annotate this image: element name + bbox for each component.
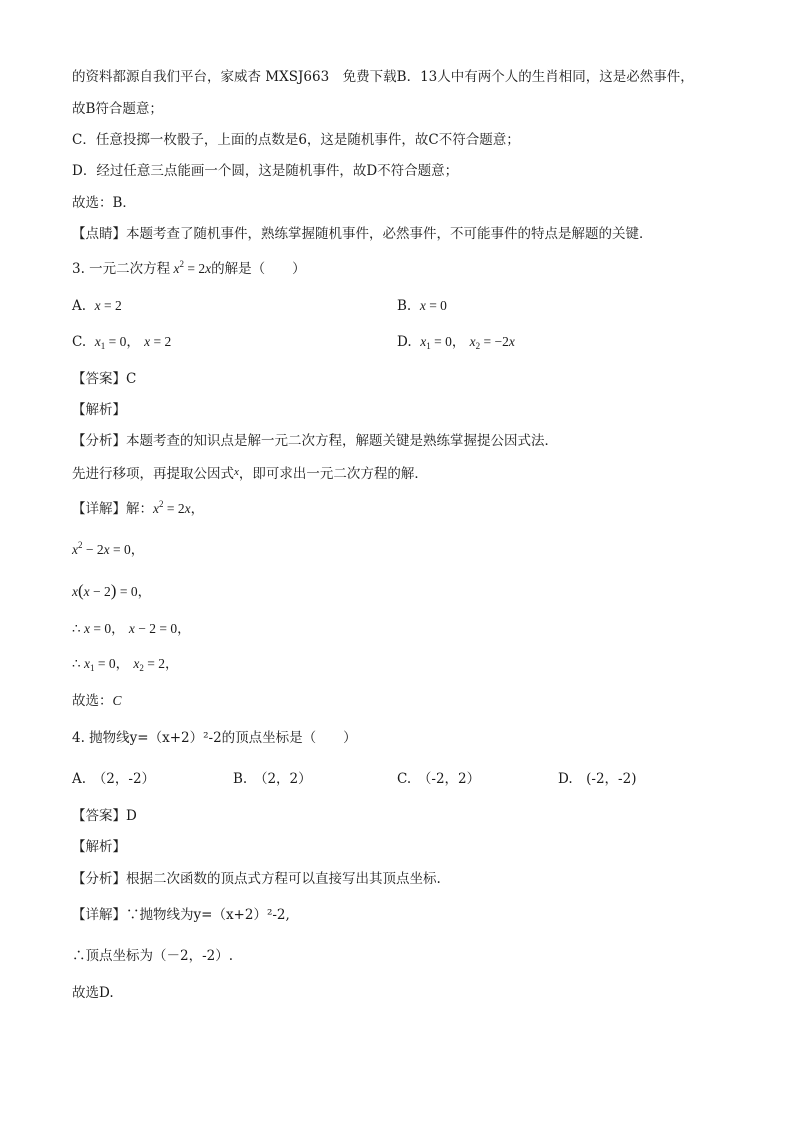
analysis-heading: 【解析】: [72, 839, 126, 855]
option-a: A. x = 2: [72, 298, 122, 314]
solution-line: ∴ x = 0， x − 2 = 0，: [72, 621, 191, 637]
text-line: 【点睛】本题考查了随机事件，熟练掌握随机事件，必然事件，不可能事件的特点是解题的关键．: [72, 226, 653, 242]
option-a: A. （2，-2）: [72, 771, 156, 787]
option-b: B. x = 0: [397, 298, 447, 314]
text-line: 故选：B．: [72, 195, 136, 211]
equation: $x^2 = 2x$: [170, 259, 212, 276]
question-3-prefix: 3. 一元二次方程: [72, 261, 171, 277]
analysis-text: 【分析】本题考查的知识点是解一元二次方程，解题关键是熟练掌握提公因式法．: [72, 433, 558, 449]
analysis-text: 【分析】根据二次函数的顶点式方程可以直接写出其顶点坐标.: [72, 871, 441, 887]
answer: 【答案】C: [72, 371, 137, 387]
option-c: C. $x_1 = 0$， x = 2: [72, 334, 172, 351]
analysis-text-2: 先进行移项，再提取公因式$^x$，即可求出一元二次方程的解．: [72, 466, 428, 482]
option-b: B. （2，2）: [233, 771, 312, 787]
solution-line: ∴顶点坐标为（－2，-2）.: [72, 948, 234, 964]
solution-line: 【详解】解：$x^2 = 2x$，: [72, 499, 205, 517]
answer: 【答案】D: [72, 808, 137, 824]
conclusion: 故选：C: [72, 693, 122, 709]
text-line: D．经过任意三点能画一个圆，这是随机事件，故D不符合题意；: [72, 163, 459, 179]
option-c: C. （-2，2）: [397, 771, 481, 787]
solution-line: x(x − 2) = 0，: [72, 581, 152, 600]
solution-line: 【详解】∵抛物线为y=（x+2）²-2,: [72, 907, 290, 923]
analysis-heading: 【解析】: [72, 402, 126, 418]
solution-line: $x^2 - 2x = 0$，: [72, 540, 145, 558]
conclusion: 故选D.: [72, 985, 114, 1001]
text-line: C．任意投掷一枚骰子，上面的点数是6，这是随机事件，故C不符合题意；: [72, 132, 520, 148]
question-4-stem: 4. 抛物线y=（x+2）²-2的顶点坐标是（ ）: [72, 730, 357, 746]
option-d: D. $x_1 = 0$， $x_2 = -2x$: [397, 334, 515, 351]
question-3-suffix: 的解是（ ）: [211, 261, 306, 277]
option-d: D. (-2，-2): [558, 771, 637, 787]
text-line: 故B符合题意；: [72, 101, 163, 117]
question-3-stem: [72, 260, 306, 278]
solution-line: ∴ $x_1 = 0$， $x_2 = 2$，: [72, 656, 179, 673]
text-line: 的资料都源自我们平台，家威杏 MXSJ663 免费下载B．13人中有两个人的生肖相同，这是必然事件，: [72, 69, 694, 85]
